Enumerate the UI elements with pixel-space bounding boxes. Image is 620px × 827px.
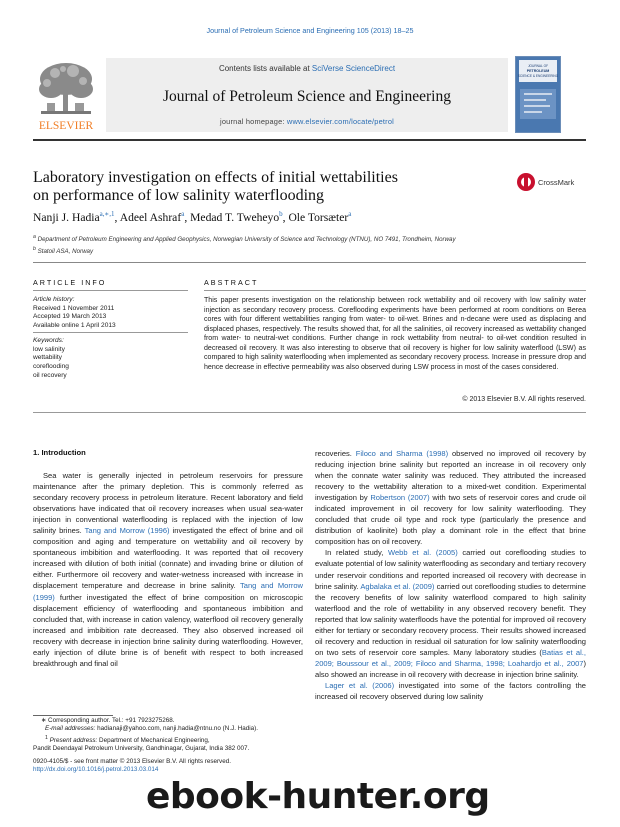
article-history	[33, 296, 188, 331]
journal-cover-image	[515, 56, 561, 133]
citation-link[interactable]: Webb et al. (2005)	[388, 548, 458, 558]
accepted-date: Accepted 19 March 2013	[33, 313, 107, 321]
citation-link[interactable]: Agbalaka et al. (2009)	[360, 581, 435, 591]
affiliations	[33, 233, 583, 256]
online-date: Available online 1 April 2013	[33, 322, 116, 330]
body-column-left	[33, 470, 303, 669]
citation-link[interactable]: Tang and Morrow (1996)	[84, 526, 170, 536]
contents-line: Contents lists available at SciVerse ScienceDirect	[218, 64, 396, 73]
intro-paragraph-4: Lager et al. (2006) investigated into some of the factors controlling the increased oil recovery observed during low salinity	[315, 680, 586, 702]
intro-paragraph-1: Sea water is generally injected in petroleum reservoirs for pressure maintenance after the primary depletion. This is commonly referred as secondary recovery process in petroleum literature. Recent laboratory and field observations have indicated that oil recovery increases when usual sea-water injection in conventional waterflooding is replaced with the injection of low salinity brines. Tang and Morrow (1996) investigated the effect of brine and oil composition and aging and temperature on wettability and oil recovery by spontaneous imbibition and waterflooding. It was reported that oil recovery increased with dilution of both initial (connate) and invading brine or dilution of either. Furthermore oil recovery and water-wetness increased with increase in displacement temperature and decrease in brine salinity. Tang and Morrow (1999) further investigated the effect of brine composition on microscopic displacement efficiency of waterflooding and spontaneous imbibition and concluded that, with increase in cation valency, waterflood oil recovery generally increased and imbibition rate decreased. They also observed increased oil recovery with decrease in injection brine salinity during waterflooding. However, early injection of dilute brine is of benefit with respect to both increased breakthrough and final oil	[33, 471, 303, 668]
keywords-label: Keywords:	[33, 337, 64, 344]
article-title	[33, 169, 483, 205]
corresponding-author-note: ∗ Corresponding author. Tel.: +91 7923275268.	[41, 717, 175, 724]
present-address-note: $^1$ Present address: Department of Mechanical Engineering,	[45, 734, 210, 744]
elsevier-logo	[33, 59, 99, 133]
article-info-heading: ARTICLE INFO	[33, 278, 107, 287]
email-note: E-mail addresses: hadianaji@yahoo.com, nanji.hadia@ntnu.no (N.J. Hadia).	[45, 725, 259, 733]
sciencedirect-link[interactable]: SciVerse ScienceDirect	[311, 64, 396, 73]
footnote-rule	[33, 715, 113, 716]
citation-link[interactable]: Batias et al., 2009; Boussour et al., 2009; Filoco and Sharma, 1998; Loahardjo et al., 2007	[315, 647, 586, 668]
keyword: low salinity	[33, 345, 65, 353]
svg-text:JOURNAL OF: JOURNAL OF	[527, 64, 549, 68]
keyword: oil recovery	[33, 371, 67, 379]
introduction-heading: 1. Introduction	[33, 448, 86, 457]
journal-citation[interactable]: Journal of Petroleum Science and Engineering 105 (2013) 18–25	[206, 26, 414, 35]
citation-link[interactable]: Lager et al. (2006)	[325, 680, 395, 690]
citation-link[interactable]: Tang and Morrow (1999)	[33, 581, 303, 602]
history-label: Article history:	[33, 296, 75, 303]
abstract-copyright: © 2013 Elsevier B.V. All rights reserved.	[462, 396, 586, 403]
affiliation-b: $^b$ Statoil ASA, Norway	[33, 245, 94, 255]
author-1[interactable]: Nanji J. Hadia$^{a,∗,1}$	[33, 210, 115, 224]
homepage-line: journal homepage: www.elsevier.com/locate/petrol	[220, 117, 394, 126]
issn-line: 0920-4105/$ - see front matter © 2013 Elsevier B.V. All rights reserved.	[33, 758, 231, 765]
svg-text:SCIENCE & ENGINEERING: SCIENCE & ENGINEERING	[517, 74, 559, 78]
homepage-link[interactable]: www.elsevier.com/locate/petrol	[286, 117, 394, 126]
intro-paragraph-3: In related study, Webb et al. (2005) carried out coreflooding studies to evaluate potential of low salinity waterflooding as secondary and tertiary recovery under reservoir conditions and reported increased oil recovery with decrease in brine salinity. Agbalaka et al. (2009) carried out coreflooding studies to determine the recovery benefits of low salinity waterflood compared to high salinity waterflood and the role of wettability in any observed recovery benefit. They reported that low salinity waterfloods have the potential for improved oil recovery either for tertiary or secondary recovery process. Their results showed increased oil recovery and reduction in residual oil saturation for low salinity waterflooding on two sets of reservoir core samples. Many laboratory studies (Batias et al., 2009; Boussour et al., 2009; Filoco and Sharma, 1998; Loahardjo et al., 2007) also showed an increase in oil recovery with decrease in injection brine salinity.	[315, 548, 587, 679]
author-4[interactable]: Ole Torsæter$^a$	[288, 210, 352, 224]
keywords-rule	[33, 332, 188, 333]
abstract-heading: ABSTRACT	[204, 278, 259, 287]
abstract-text: This paper presents investigation on the relationship between rock wettability and oil recovery with low salinity water injection as secondary recovery process. Coreflooding experiments have been performed at room conditions on Berea cores with four different wettabilities ranging from water- to oil-wet. Brines and n-decane were used as displacing and displaced phases, respectively. The results showed that, for all the salinities, oil recovery increased as wettability changed from water- to neutral-wet conditions. Further change in rock wettability from neutral- to oil-wet condition resulted in decreased oil recovery. It was also interesting to observe that oil recovery is higher for low salinity waterflood (LSW) as compared to high salinity waterflooding when implemented as secondary recovery process. Increase in pressure drop and hence decrease in effective permeability was also observed during LSW process in most of the cases considered.	[204, 297, 586, 371]
section-rule	[33, 262, 586, 263]
citation-link[interactable]: Filoco and Sharma (1998)	[355, 449, 449, 458]
email-addresses[interactable]: hadianaji@yahoo.com, nanji.hadia@ntnu.no (N.J. Hadia).	[95, 725, 259, 733]
title-line-1: Laboratory investigation on effects of initial wettabilities	[33, 169, 398, 186]
body-column-right	[315, 448, 586, 702]
doi-link[interactable]: http://dx.doi.org/10.1016/j.petrol.2013.03.014	[33, 766, 159, 774]
crossmark-badge[interactable]	[516, 172, 576, 192]
svg-text:PETROLEUM: PETROLEUM	[526, 69, 550, 73]
author-2[interactable]: Adeel Ashraf$^a$	[119, 210, 185, 224]
crossmark-label: CrossMark	[538, 178, 575, 187]
journal-banner	[106, 58, 508, 132]
keyword: wettability	[33, 354, 62, 362]
elsevier-wordmark: ELSEVIER	[38, 120, 94, 132]
keyword: coreflooding	[33, 363, 69, 371]
header-rule	[33, 139, 586, 141]
abstract-bottom-rule	[33, 412, 586, 413]
intro-paragraph-2: recoveries. Filoco and Sharma (1998) observed no improved oil recovery by reducing injection brine salinity but reported an increase in oil recovery only when the connate water salinity was reduced. They attributed the increased recovery to the wettability alteration to a mixed-wet condition. Experimental investigation by Robertson (2007) with two sets of reservoir cores and crude oil indicated improvement in oil recovery for low salinity waterflooding. They concluded that crude oil type and rock type (particularly the presence and distribution of kaolinite) both play a dominant role in the effect that brine composition has on oil recovery.	[315, 449, 586, 547]
watermark-text: ebook-hunter.org	[146, 776, 490, 817]
keywords	[33, 337, 188, 381]
article-info-rule	[33, 290, 188, 291]
journal-title: Journal of Petroleum Science and Engineering	[163, 88, 451, 105]
footnotes	[33, 717, 303, 754]
received-date: Received 1 November 2011	[33, 304, 115, 312]
affiliation-a: $^a$ Department of Petroleum Engineering and Applied Geophysics, Norwegian University of Science and Technology (NTNU), NO 7491, Trondheim, Norway	[33, 234, 456, 244]
title-line-2: on performance of low salinity waterflooding	[33, 187, 325, 204]
abstract-rule	[204, 290, 586, 291]
front-matter	[33, 758, 303, 775]
author-list: Nanji J. Hadia$^{a,∗,1}$, Adeel Ashraf$^a$, Medad T. Tweheyo$^b$, Ole Torsæter$^a$	[33, 210, 352, 224]
citation-link[interactable]: Robertson (2007)	[370, 493, 430, 503]
present-address-cont: Pandit Deendayal Petroleum University, Gandhinagar, Gujarat, India 382 007.	[33, 745, 250, 753]
author-3[interactable]: Medad T. Tweheyo$^b$	[190, 210, 283, 224]
